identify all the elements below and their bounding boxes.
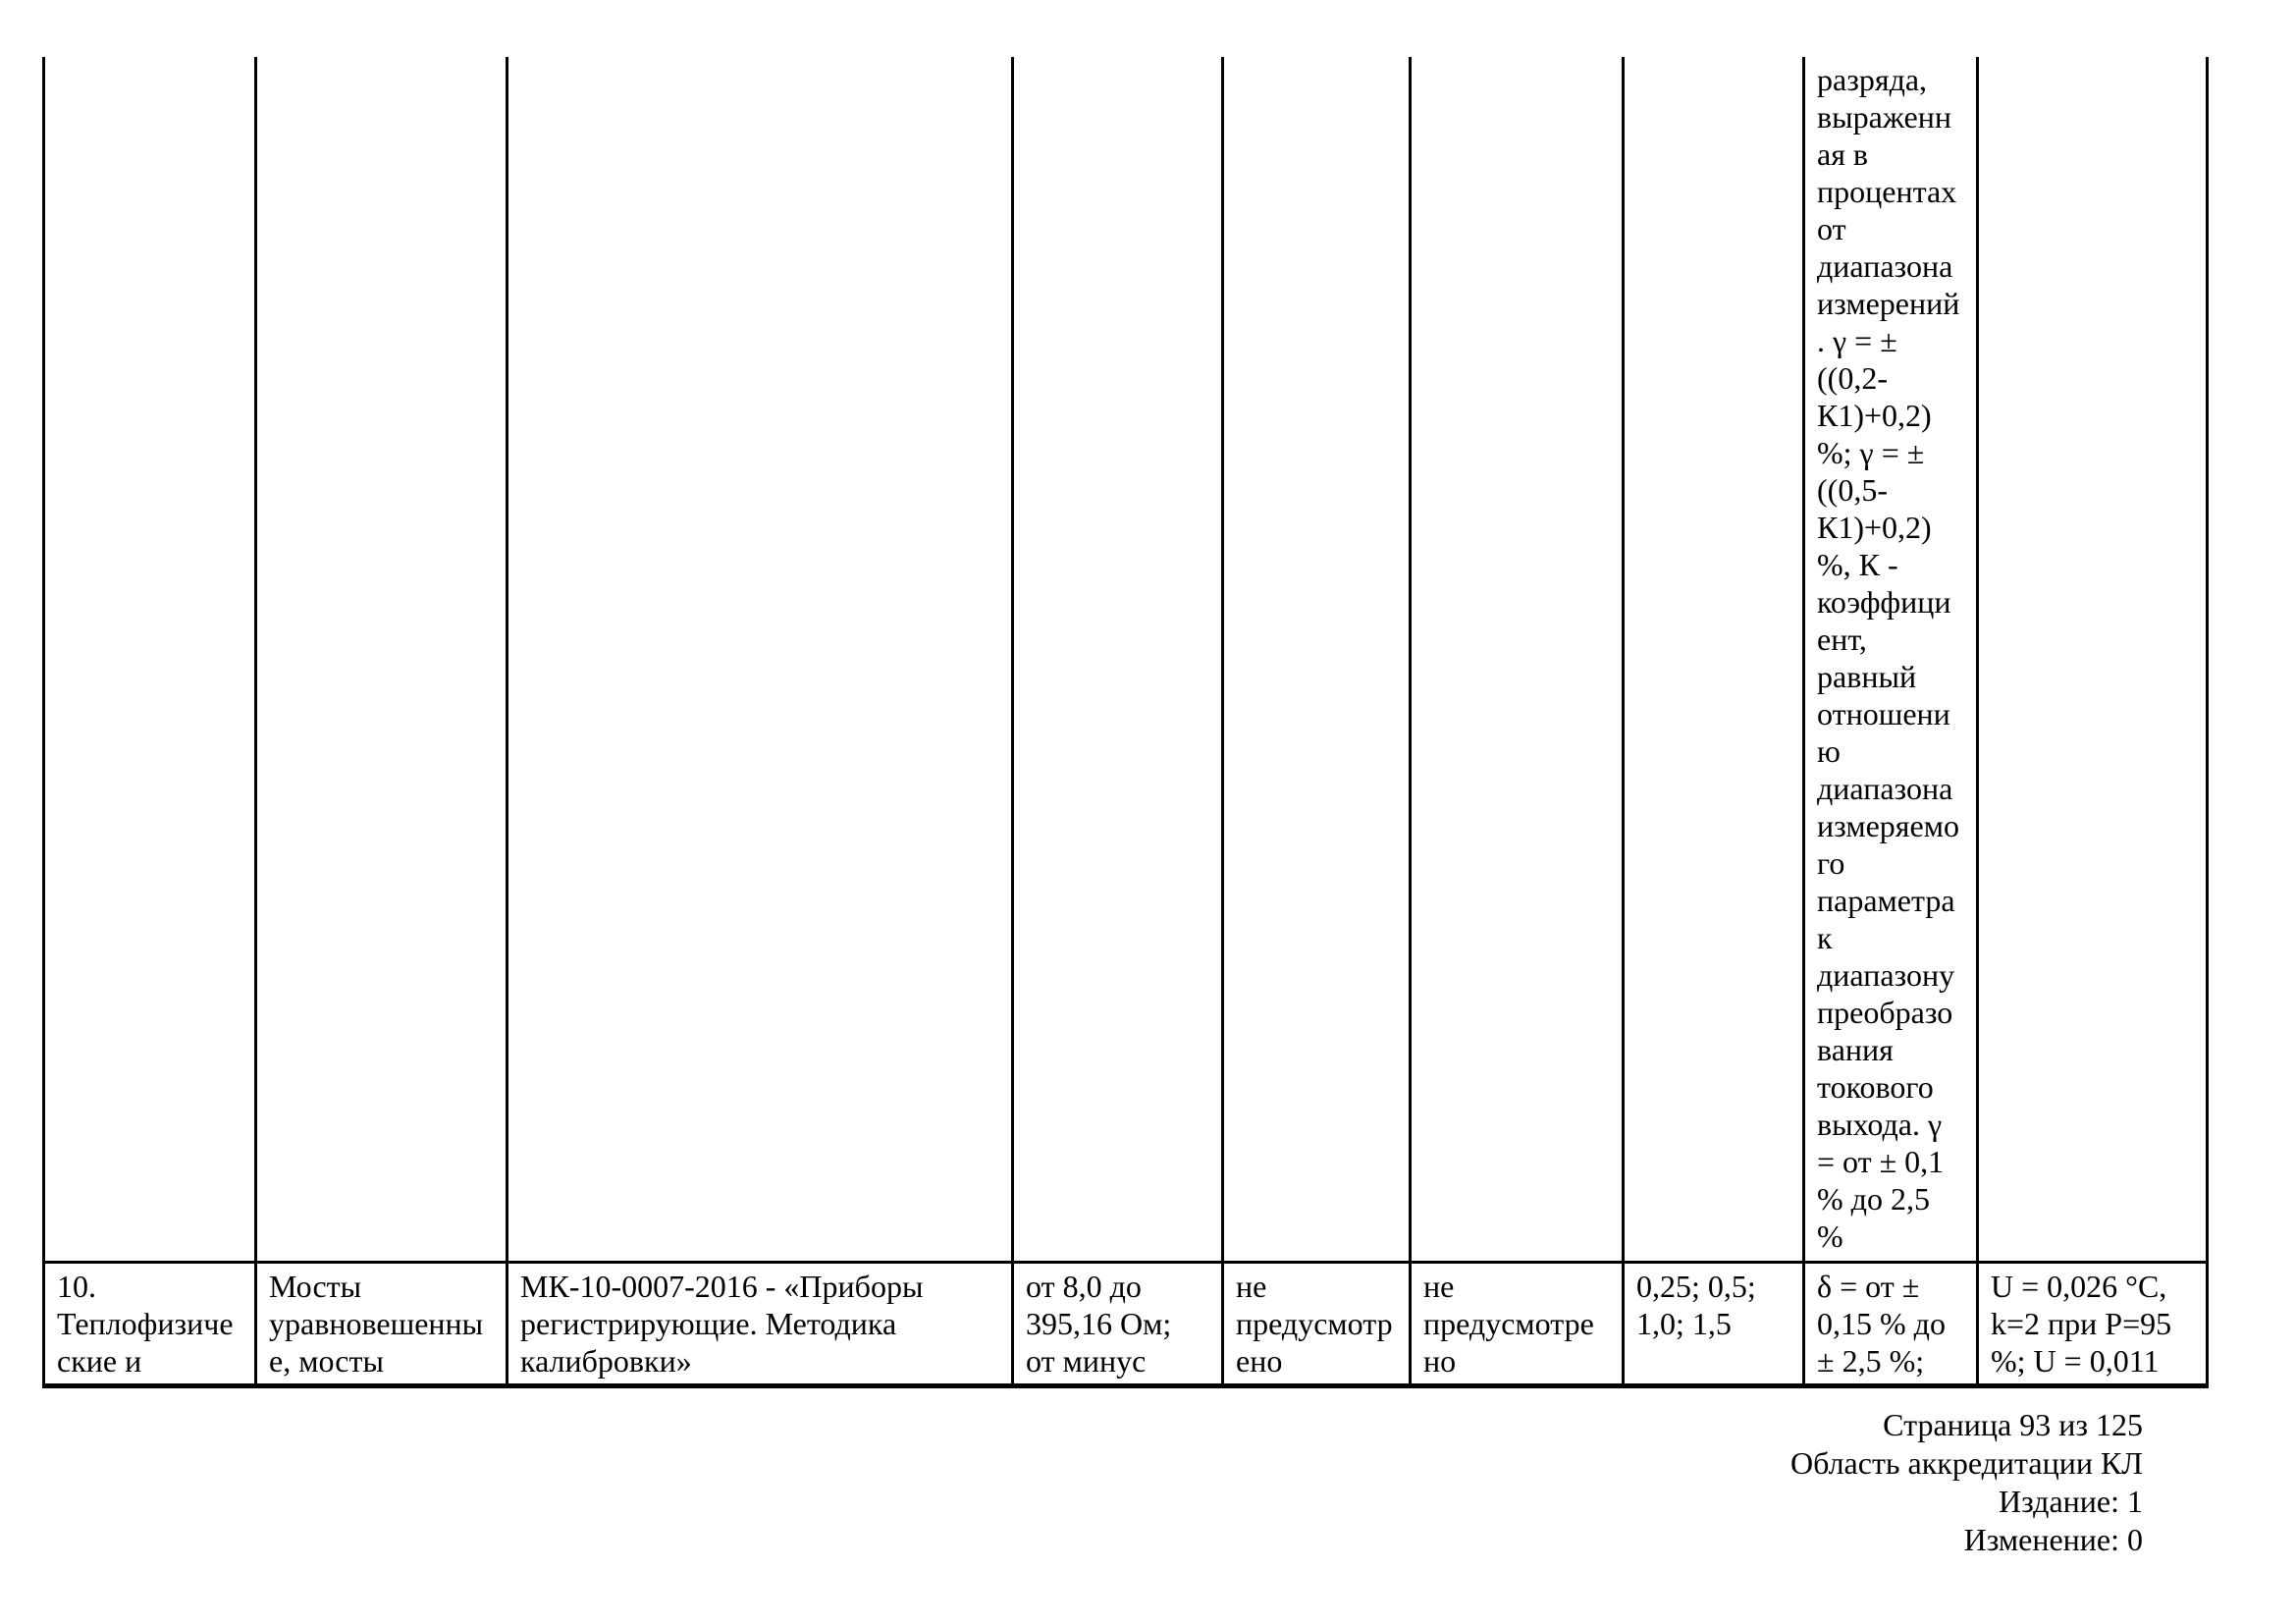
cell-error-limits: δ = от ± 0,15 % до ± 2,5 %; — [1804, 1262, 1978, 1385]
cell-instruments-empty — [256, 57, 507, 1262]
cell-empty-6 — [1411, 57, 1624, 1262]
cell-empty-5 — [1223, 57, 1411, 1262]
cell-not-provided-1: не предусмотрено — [1223, 1262, 1411, 1385]
cell-empty-7 — [1624, 57, 1804, 1262]
footer-edition: Издание: 1 — [1999, 1484, 2143, 1519]
accreditation-scope-table — [42, 57, 2209, 1388]
page-footer — [1790, 1406, 2143, 1559]
footer-page-number: Страница 93 из 125 — [1883, 1407, 2143, 1442]
footer-revision: Изменение: 0 — [1963, 1522, 2143, 1557]
cell-accuracy-class: 0,25; 0,5; 1,0; 1,5 — [1624, 1262, 1804, 1385]
cell-measurement-range: от 8,0 до 395,16 Ом; от минус — [1013, 1262, 1223, 1385]
table-row-10 — [44, 1262, 2208, 1385]
footer-scope-title: Область аккредитации КЛ — [1789, 1445, 2143, 1481]
cell-calibration-method: МК-10-0007-2016 - «Приборы регистрирующие. Методика калибровки» — [507, 1262, 1013, 1385]
cell-group-number: 10. Теплофизические и — [44, 1262, 256, 1385]
cell-instruments: Мосты уравновешенные, мосты — [256, 1262, 507, 1385]
cell-error-characteristic-continued: разряда, выраженная в процентах от диапазона измерений. γ = ± ((0,2-К1)+0,2) %; γ = ± ((0,5-К1)+0,2) %, К - коэффициент, равный отношению диапазона измеряемого параметра к диапазону преобразования токового выхода. γ = от ± 0,1 % до 2,5 % — [1804, 57, 1978, 1262]
cell-method-empty — [507, 57, 1013, 1262]
cell-range-empty — [1013, 57, 1223, 1262]
cell-uncertainty-empty — [1978, 57, 2208, 1262]
cell-uncertainty: U = 0,026 °C, k=2 при P=95 %; U = 0,011 — [1978, 1262, 2208, 1385]
cell-group-number-empty — [44, 57, 256, 1262]
cell-not-provided-2: не предусмотрено — [1411, 1262, 1624, 1385]
table-row-continued — [44, 57, 2208, 1262]
